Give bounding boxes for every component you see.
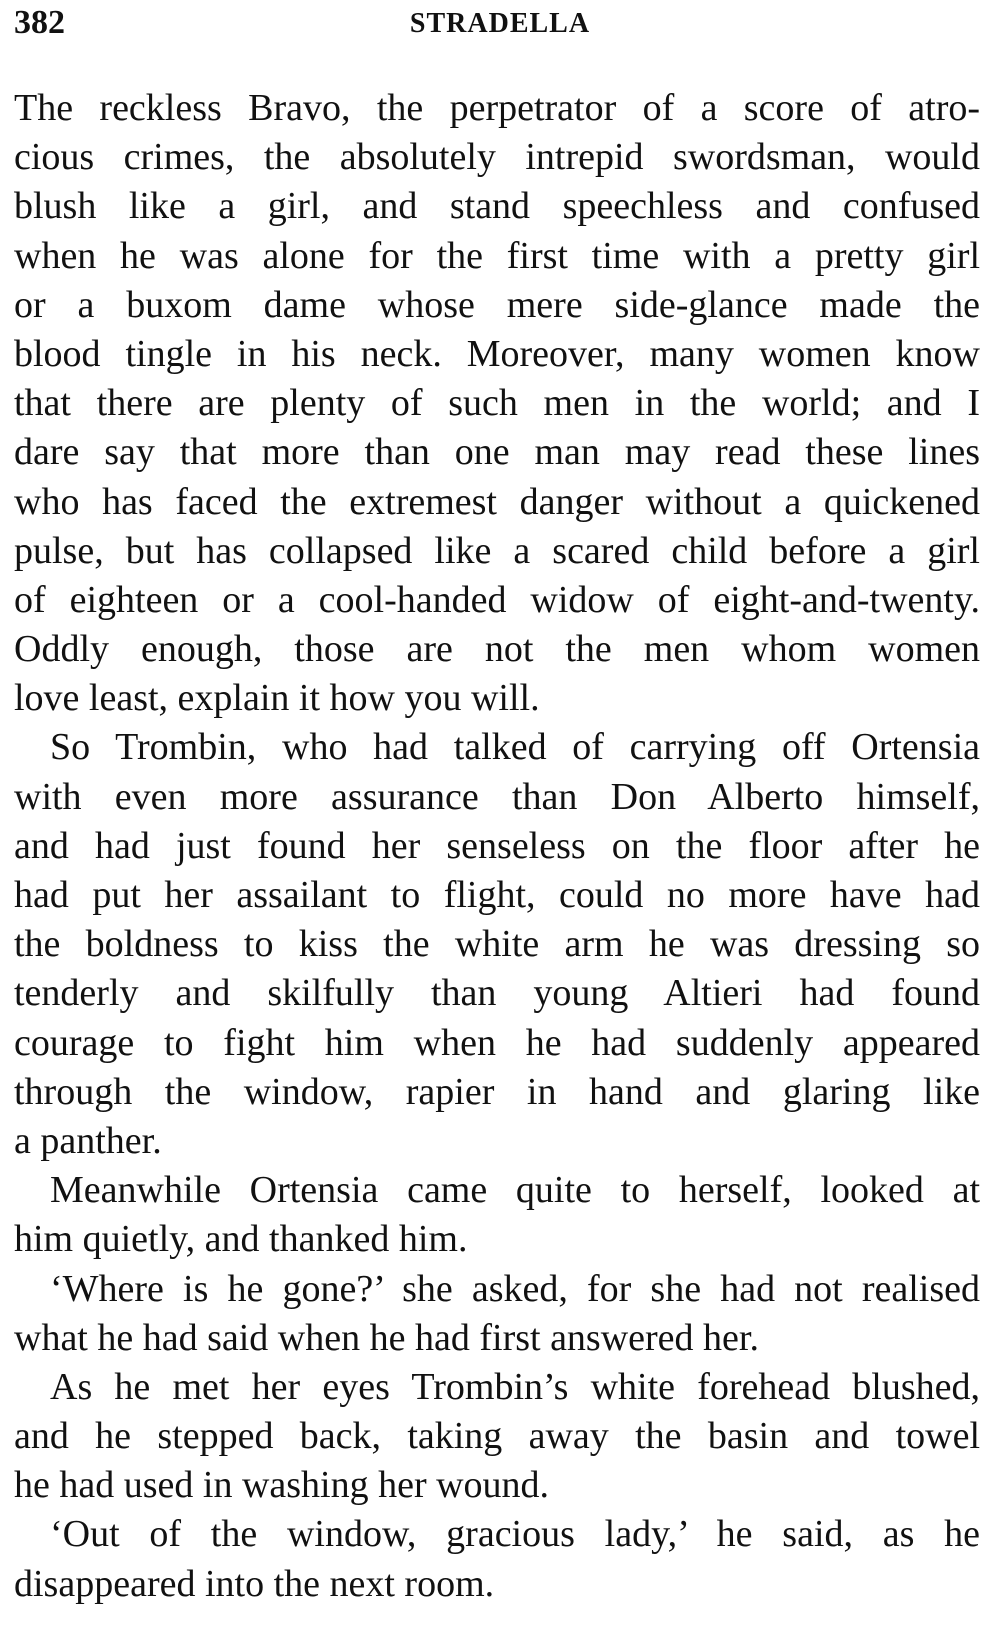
text-line: a panther. — [14, 1119, 162, 1162]
text-line: and he stepped back, taking away the basin and towel — [14, 1415, 980, 1458]
text-line: blush like a girl, and stand speechless and confused — [14, 185, 980, 228]
text-line: tenderly and skilfully than young Altieri had found — [14, 972, 980, 1015]
text-line: As he met her eyes Trombin’s white forehead blushed, — [50, 1365, 980, 1408]
text-line: ‘Out of the window, gracious lady,’ he said, as he — [50, 1513, 980, 1556]
page-header — [0, 0, 1000, 50]
page-number: 382 — [14, 4, 65, 41]
text-line: The reckless Bravo, the perpetrator of a score of atro- — [14, 87, 980, 129]
text-line: and had just found her senseless on the floor after he — [14, 824, 980, 867]
text-line: who has faced the extremest danger without a quickened — [14, 480, 980, 523]
text-line: him quietly, and thanked him. — [14, 1218, 468, 1261]
text-line: ‘Where is he gone?’ she asked, for she had not realised — [50, 1267, 980, 1310]
text-line: what he had said when he had first answered her. — [14, 1316, 759, 1359]
text-line: dare say that more than one man may read these lines — [14, 431, 980, 474]
text-line: love least, explain it how you will. — [14, 677, 540, 720]
running-head: STRADELLA — [409, 8, 591, 39]
text-line: blood tingle in his neck. Moreover, many women know — [14, 332, 980, 375]
text-line: courage to fight him when he had suddenly appeared — [14, 1021, 980, 1064]
text-line: So Trombin, who had talked of carrying off Ortensia — [50, 726, 980, 769]
text-line: through the window, rapier in hand and glaring like — [14, 1070, 980, 1113]
text-line: Meanwhile Ortensia came quite to herself, looked at — [50, 1169, 980, 1212]
text-line: or a buxom dame whose mere side-glance made the — [14, 283, 980, 326]
text-line: he had used in washing her wound. — [14, 1464, 550, 1507]
text-line: of eighteen or a cool-handed widow of eight-and-twenty. — [14, 578, 980, 621]
body-text — [14, 84, 980, 1609]
text-line: pulse, but has collapsed like a scared child before a girl — [14, 529, 980, 572]
text-line: disappeared into the next room. — [14, 1562, 495, 1605]
text-line: that there are plenty of such men in the world; and I — [14, 382, 980, 425]
text-line: the boldness to kiss the white arm he was dressing so — [14, 923, 980, 966]
text-line: cious crimes, the absolutely intrepid swordsman, would — [14, 136, 980, 179]
text-line: Oddly enough, those are not the men whom women — [14, 628, 980, 671]
text-line: when he was alone for the first time with a pretty girl — [14, 234, 980, 277]
text-line: had put her assailant to flight, could no more have had — [14, 874, 980, 916]
text-line: with even more assurance than Don Alberto himself, — [14, 775, 980, 818]
